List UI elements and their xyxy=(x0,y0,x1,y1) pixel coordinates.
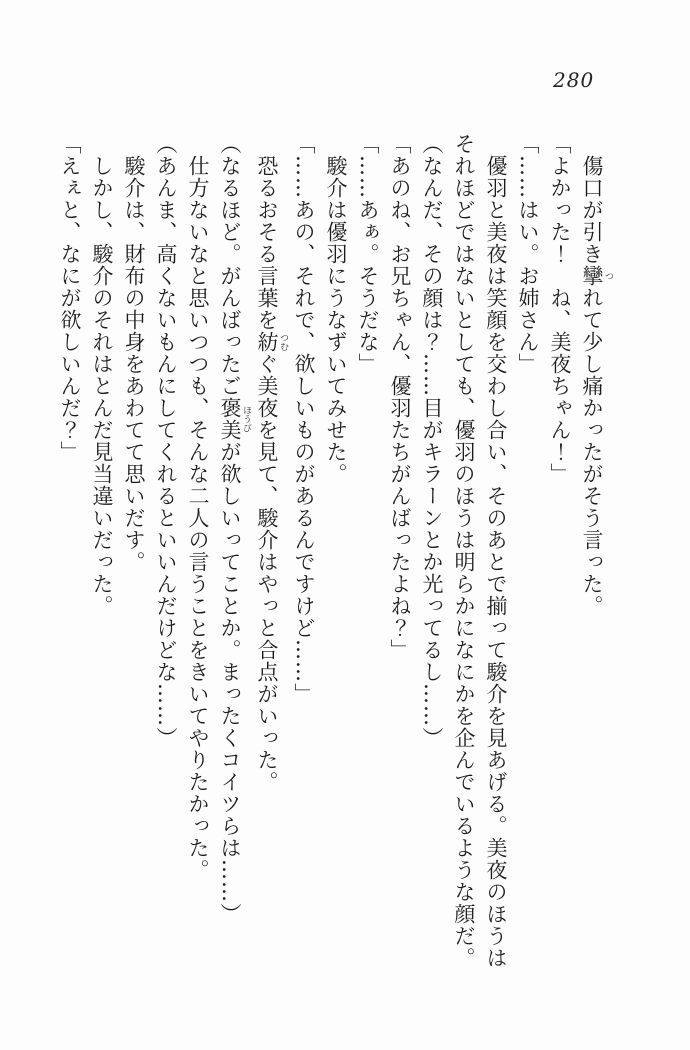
paragraph: 「……はい。お姉さん」 xyxy=(516,133,540,375)
ruby-annotated-word: 褒美 ほうび xyxy=(218,397,251,441)
paragraph: 「あのね、お兄ちゃん、優羽たちがんばったよね？」 xyxy=(388,133,412,661)
vertical-text-block xyxy=(58,133,613,975)
page-number: 280 xyxy=(553,68,595,92)
paragraph: 「よかった！ ね、美夜ちゃん！」 xyxy=(548,133,572,485)
paragraph: （なるほど。がんばったご褒美 ほうびが欲しいってことか。まったくコイツらは……） xyxy=(218,133,251,925)
paragraph: （あんま、高くないもんにしてくれるといいんだけどな……） xyxy=(154,133,178,749)
paragraph: 「えぇと、なにが欲しいんだ？」 xyxy=(58,133,82,463)
paragraph: 「……あぁ。そうだな」 xyxy=(356,133,380,375)
paragraph: 恐るおそる言葉を紡 つむぐ美夜を見て、駿介はやっと合点がいった。 xyxy=(255,155,288,793)
paragraph: 傷口が引き攣 つれて少し痛かったがそう言った。 xyxy=(580,155,613,617)
ruby-annotated-word: 紡 つむ xyxy=(255,331,288,353)
paragraph: 駿介は、財布の中身をあわてて思いだす。 xyxy=(122,155,146,573)
paragraph: 「……あの、それで、欲しいものがあるんですけど……」 xyxy=(292,133,316,705)
paragraph: （なんだ、その顔は？……目がキラーンとか光ってるし……） xyxy=(420,133,444,749)
paragraph: 優羽と美夜は笑顔を交わし合い、そのあとで揃って駿介を見あげる。美夜のほうはそれほどではないとしても、優羽のほうは明らかになにかを企んでいるような顔だ。 xyxy=(452,133,508,969)
paragraph: 駿介は優羽にうなずいてみせた。 xyxy=(324,155,348,485)
ruby-annotated-word: 攣 つ xyxy=(580,265,613,287)
paragraph: しかし、駿介のそれはとんだ見当違いだった。 xyxy=(90,155,114,617)
paragraph: 仕方ないなと思いつつも、そんな二人の言うことをきいてやりたかった。 xyxy=(186,155,210,881)
